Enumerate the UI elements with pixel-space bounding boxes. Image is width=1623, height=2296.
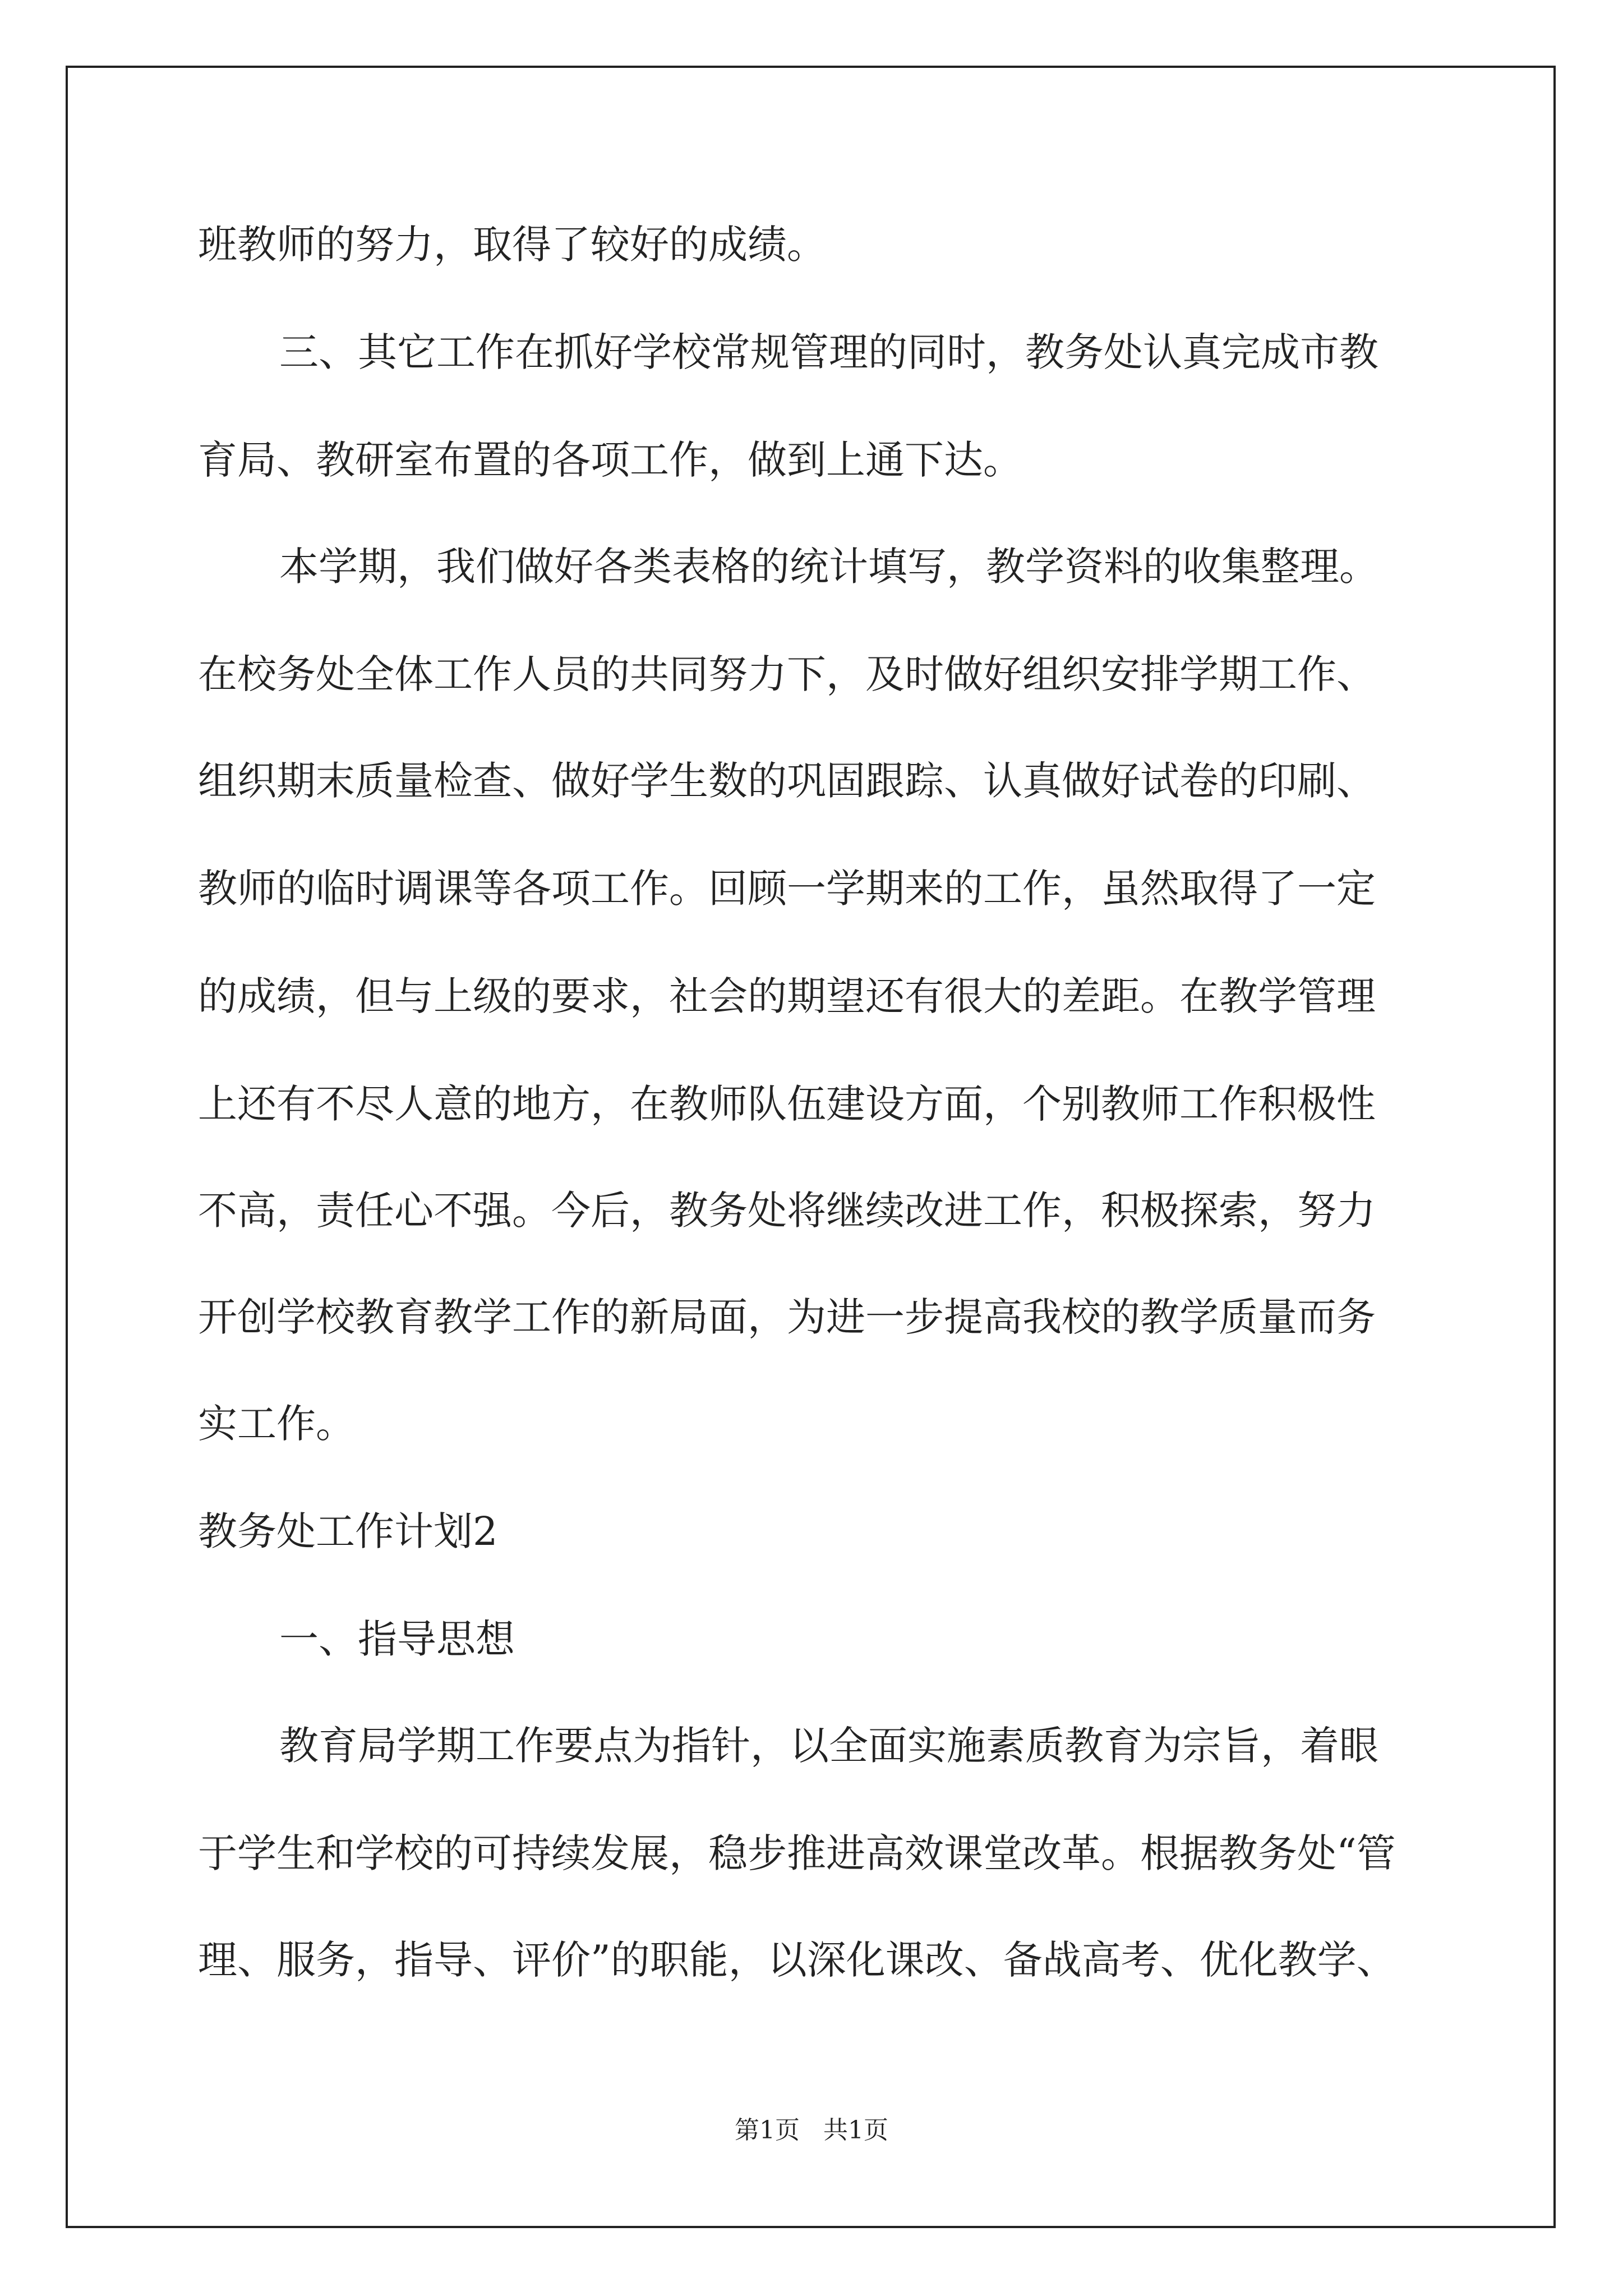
section-heading: 教务处工作计划2 <box>198 1508 498 1554</box>
text-line: 三、其它工作在抓好学校常规管理的同时，教务处认真完成市教 <box>279 329 1378 375</box>
text-line: 于学生和学校的可持续发展，稳步推进高效课堂改革。根据教务处“管 <box>198 1830 1396 1876</box>
text-line: 组织期末质量检查、做好学生数的巩固跟踪、认真做好试卷的印刷、 <box>198 758 1376 804</box>
text-line: 班教师的努力，取得了较好的成绩。 <box>198 222 826 268</box>
text-line: 在校务处全体工作人员的共同努力下，及时做好组织安排学期工作、 <box>198 651 1376 697</box>
subsection-heading: 一、指导思想 <box>279 1616 515 1662</box>
text-line: 不高，责任心不强。今后，教务处将继续改进工作，积极探索，努力 <box>198 1188 1376 1234</box>
text-line: 实工作。 <box>198 1401 355 1447</box>
text-line: 上还有不尽人意的地方，在教师队伍建设方面，个别教师工作积极性 <box>198 1081 1376 1127</box>
text-line: 理、服务，指导、评价”的职能，以深化课改、备战高考、优化教学、 <box>198 1937 1396 1983</box>
text-line: 的成绩，但与上级的要求，社会的期望还有很大的差距。在教学管理 <box>198 973 1376 1019</box>
text-line: 教育局学期工作要点为指针，以全面实施素质教育为宗旨，着眼 <box>279 1723 1378 1769</box>
text-line: 开创学校教育教学工作的新局面，为进一步提高我校的教学质量而务 <box>198 1294 1376 1340</box>
text-line: 育局、教研室布置的各项工作，做到上通下达。 <box>198 437 1022 483</box>
text-line: 教师的临时调课等各项工作。回顾一学期来的工作，虽然取得了一定 <box>198 866 1376 912</box>
page-footer: 第1页 共1页 <box>735 2116 888 2145</box>
text-line: 本学期，我们做好各类表格的统计填写，教学资料的收集整理。 <box>279 544 1378 590</box>
page-border <box>66 66 1556 2228</box>
